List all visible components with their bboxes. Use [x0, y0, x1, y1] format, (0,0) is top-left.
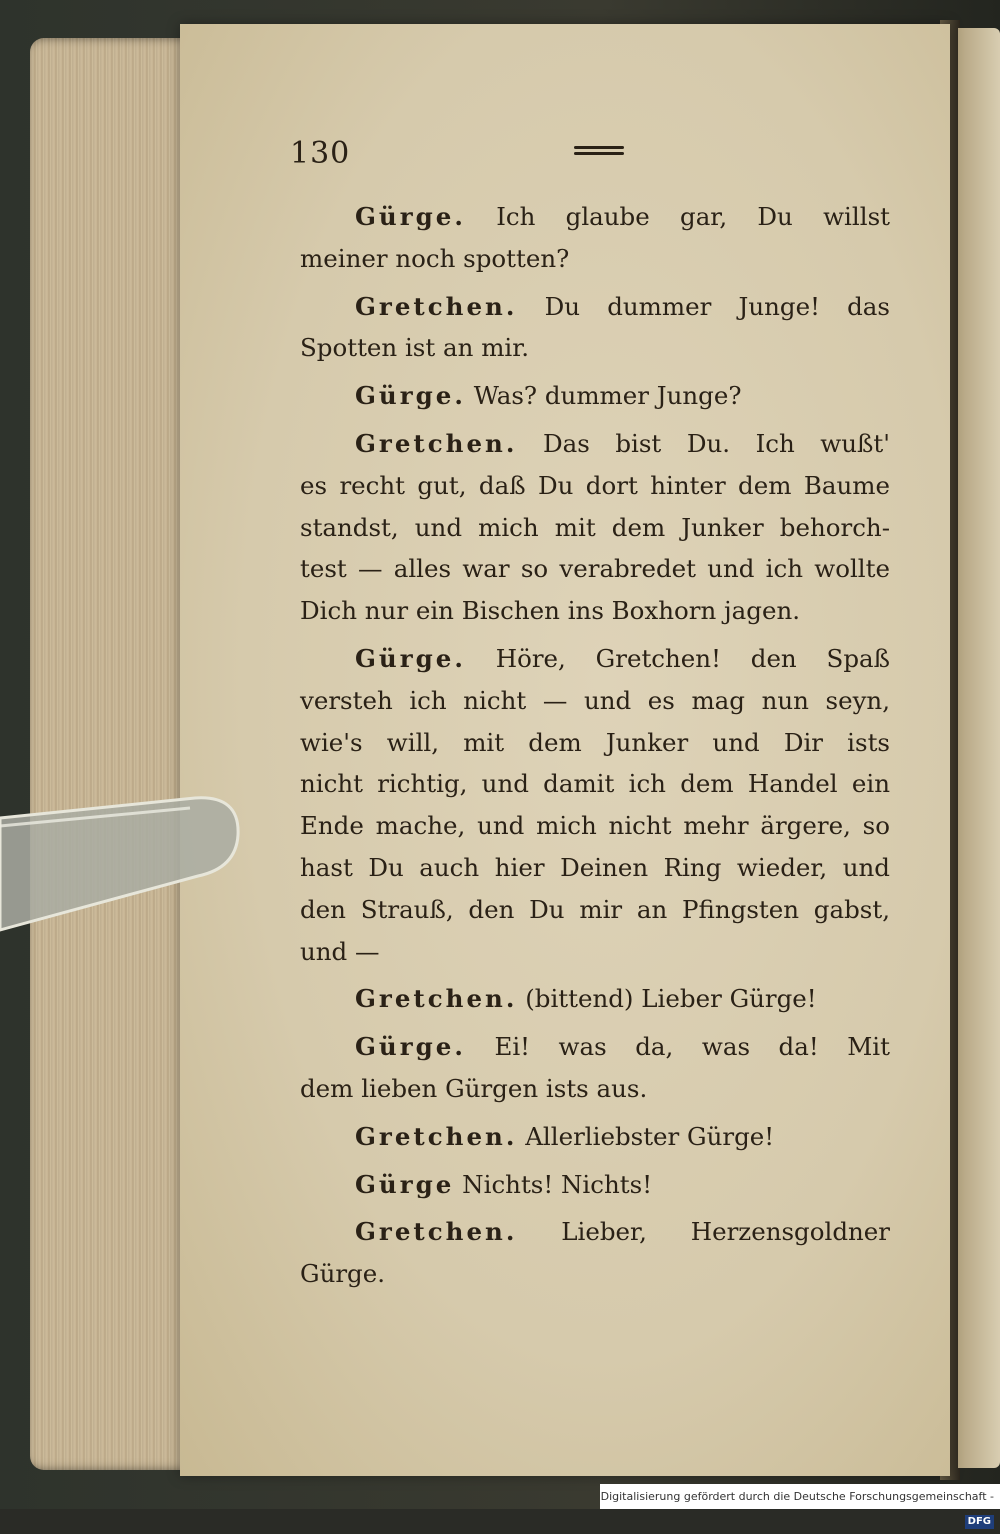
line-text: Ich glaube gar, Du willst: [496, 202, 890, 231]
ornament-rule: [574, 146, 624, 160]
text-line: [300, 465, 890, 507]
line-text: versteh ich nicht — und es mag nun seyn,: [300, 685, 890, 715]
text-line: [300, 889, 890, 931]
facing-page-edge: [958, 28, 1000, 1468]
dfg-logo: DFG: [965, 1515, 994, 1529]
text-line: [300, 680, 890, 722]
speaker-name: Gretchen.: [355, 984, 518, 1014]
speaker-name: Gürge: [355, 1169, 455, 1199]
transparent-strip: [0, 790, 240, 960]
text-line: [300, 978, 890, 1020]
line-text: hast Du auch hier Deinen Ring wieder, und: [300, 852, 890, 882]
line-text: standst, und mich mit dem Junker behorch-: [300, 512, 890, 542]
text-line: [300, 638, 890, 680]
text-line: [300, 805, 890, 847]
page-header: [290, 136, 890, 176]
line-text: es recht gut, daß Du dort hinter dem Baume: [300, 470, 890, 500]
line-text: Dich nur ein Bischen ins Boxhorn jagen.: [300, 596, 801, 626]
text-line: [300, 238, 890, 280]
text-line: [300, 1116, 890, 1158]
page-text: [300, 196, 890, 1295]
line-text: dem lieben Gürgen ists aus.: [300, 1073, 648, 1103]
line-text: nicht richtig, und damit ich dem Handel ein: [300, 769, 890, 799]
speaker-name: Gürge.: [355, 202, 466, 231]
text-line: [300, 590, 890, 632]
speaker-name: Gretchen.: [355, 291, 518, 321]
text-line: [300, 1211, 890, 1253]
line-text: Höre, Gretchen! den Spaß: [495, 643, 890, 673]
text-line: [300, 196, 890, 238]
page-number: 130: [290, 136, 351, 171]
text-line: [300, 375, 890, 417]
speaker-name: Gürge.: [355, 1032, 466, 1062]
text-line: [300, 763, 890, 805]
speaker-name: Gretchen.: [355, 1121, 518, 1151]
speaker-name: Gretchen.: [355, 1217, 518, 1247]
text-line: [300, 286, 890, 328]
line-text: den Strauß, den Du mir an Pfingsten gabst,: [300, 894, 890, 924]
text-line: [300, 931, 890, 973]
line-text: Du dummer Junge! das: [544, 291, 890, 321]
line-text: Gürge.: [300, 1259, 386, 1289]
text-line: [300, 327, 890, 369]
line-text: Das bist Du. Ich wußt': [542, 428, 891, 458]
text-line: [300, 1164, 890, 1206]
line-text: Was? dummer Junge?: [473, 381, 742, 411]
line-text: wie's will, mit dem Junker und Dir ists: [300, 727, 890, 757]
line-text: meiner noch spotten?: [300, 243, 570, 273]
footer-credit: [600, 1484, 1000, 1527]
speaker-name: Gürge.: [355, 643, 466, 673]
footer-text: Digitalisierung gefördert durch die Deutsche Forschungsgemeinschaft -: [600, 1490, 994, 1503]
text-line: [300, 1253, 890, 1295]
page-edges: [30, 38, 190, 1470]
line-text: Ei! was da, was da! Mit: [494, 1032, 890, 1062]
line-text: Ende mache, und mich nicht mehr ärgere, so: [300, 811, 890, 841]
line-text: test — alles war so verabredet und ich wollte: [300, 554, 890, 584]
line-text: Spotten ist an mir.: [300, 333, 530, 363]
speaker-name: Gretchen.: [355, 428, 518, 458]
text-line: [300, 1068, 890, 1110]
text-line: [300, 722, 890, 764]
text-line: [300, 847, 890, 889]
speaker-name: Gürge.: [355, 381, 466, 411]
line-text: Allerliebster Gürge!: [525, 1121, 775, 1151]
line-text: Nichts! Nichts!: [462, 1169, 653, 1199]
text-line: [300, 1026, 890, 1068]
line-text: Lieber, Herzensgoldner: [561, 1217, 890, 1247]
text-line: [300, 548, 890, 590]
line-text: und —: [300, 936, 380, 966]
text-line: [300, 423, 890, 465]
text-line: [300, 507, 890, 549]
line-text: (bittend) Lieber Gürge!: [525, 984, 817, 1014]
